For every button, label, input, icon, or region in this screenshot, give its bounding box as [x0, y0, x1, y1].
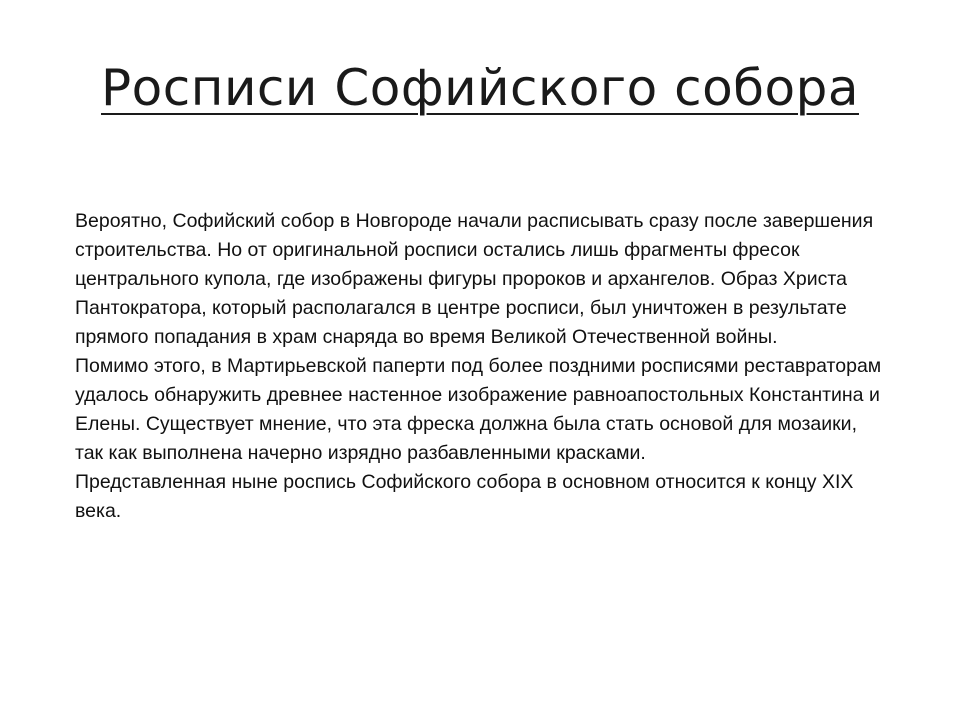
paragraph-3: Представленная ныне роспись Софийского собора в основном относится к концу XIX века. — [75, 471, 854, 522]
paragraph-2: Помимо этого, в Мартирьевской паперти под более поздними росписями реставраторам удалось обнаружить древнее настенное изображение равноапостольных Константина и Елены. Существует мнение, что эта фреска должна была стать основой для мозаики, так как выполнена начерно изрядно разбавленными красками. — [75, 355, 882, 464]
slide-title: Росписи Софийского собора — [101, 59, 859, 117]
slide-body — [75, 207, 890, 526]
paragraph-1: Вероятно, Софийский собор в Новгороде начали расписывать сразу после завершения строительства. Но от оригинальной росписи остались лишь фрагменты фресок центрального купола, где изображены фигуры пророков и архангелов. Образ Христа Пантократора, который располагался в центре росписи, был уничтожен в результате прямого попадания в храм снаряда во время Великой Отечественной войны. — [75, 210, 874, 348]
